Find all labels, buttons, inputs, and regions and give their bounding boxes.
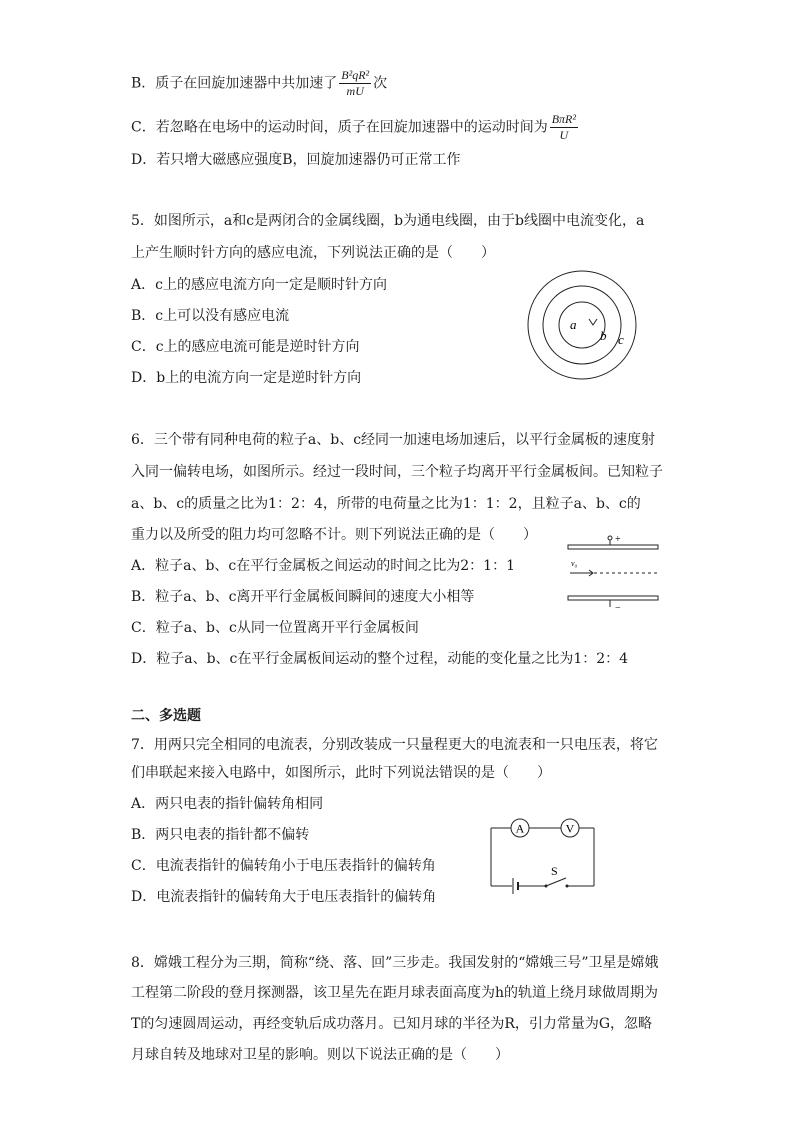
q7-option-a: A．两只电表的指针偏转角相同 [131,796,324,812]
v0-label: v₀ [571,559,578,568]
q7-option-d: D．电流表指针的偏转角大于电压表指针的偏转角 [131,889,437,905]
switch-label: S [551,864,558,878]
q7-stem-line2: 们串联起来接入电路中，如图所示，此时下列说法错误的是（ ） [131,765,551,781]
q4-option-b-fraction [339,68,371,99]
q4-option-b-fraction-denominator: mU [346,84,364,98]
label-c: c [618,332,624,347]
q4-option-c-fraction-denominator: U [559,128,569,142]
q8-stem-line4: 月球自转及地球对卫星的影响。则以下说法正确的是（ ） [131,1047,509,1063]
switch-blade-icon [546,878,566,886]
q6-option-d: D．粒子a、b、c在平行金属板间运动的整个过程，动能的变化量之比为1：2：4 [131,651,629,667]
q5-stem-line1: 5．如图所示，a和c是两闭合的金属线圈，b为通电线圈，由于b线圈中电流变化，a [131,213,645,229]
q4-option-d: D．若只增大磁感应强度B，回旋加速器仍可正常工作 [131,152,461,168]
q6-option-c: C．粒子a、b、c从同一位置离开平行金属板间 [131,620,419,636]
q5-option-a: A．c上的感应电流方向一定是顺时针方向 [131,277,387,293]
voltmeter-label: V [565,821,575,836]
q5-option-c: C．c上的感应电流可能是逆时针方向 [131,339,360,355]
ammeter-label: A [515,821,525,836]
q7-stem-line1: 7．用两只完全相同的电流表，分别改装成一只量程更大的电流表和一只电压表，将它 [131,737,658,753]
q8-stem-line3: T的匀速圆周运动，再经变轨后成功落月。已知月球的半径为R，引力常量为G，忽略 [131,1016,653,1032]
q5-stem-line2: 上产生顺时针方向的感应电流，下列说法正确的是（ ） [131,245,495,261]
plus-sign: + [615,534,621,545]
bottom-plate [568,596,658,600]
coil-b [543,286,621,364]
q5-coils-figure [520,262,650,392]
label-b: b [600,328,607,343]
coil-a [559,302,605,348]
minus-sign: − [615,603,621,614]
q4-option-b-fraction-numerator: B²qR² [341,68,370,82]
q8-stem-line1: 8．嫦娥工程分为三期，简称“绕、落、回”三步走。我国发射的“嫦娥三号”卫星是嫦娥 [131,955,659,971]
q7-circuit-figure [488,814,600,894]
q4-option-c-fraction [550,112,578,143]
q6-stem-line2: 入同一偏转电场，如图所示。经过一段时间，三个粒子均离开平行金属板间。已知粒子 [131,464,663,480]
q6-option-b: B．粒子a、b、c离开平行金属板间瞬间的速度大小相等 [131,589,475,605]
label-a: a [570,317,577,332]
q6-stem-line3: a、b、c的质量之比为1：2：4，所带的电荷量之比为1：1：2，且粒子a、b、c的 [131,496,641,512]
q4-option-c-prefix: C．若忽略在电场中的运动时间，质子在回旋加速器中的运动时间为 [131,119,548,136]
q7-option-c: C．电流表指针的偏转角小于电压表指针的偏转角 [131,858,436,874]
q7-option-b: B．两只电表的指针都不偏转 [131,827,310,843]
top-plate [568,545,658,549]
coil-c [528,271,636,379]
q4-option-c-fraction-numerator: BπR² [551,112,576,126]
q6-stem-line4: 重力以及所受的阻力均可忽略不计。则下列说法正确的是（ ） [131,527,537,543]
q5-option-d: D．b上的电流方向一定是逆时针方向 [131,370,362,386]
top-terminal [608,536,612,540]
section-title-multiple-choice: 二、多选题 [131,708,201,724]
q4-option-c [131,112,580,143]
q8-stem-line2: 工程第二阶段的登月探测器，该卫星先在距月球表面高度为h的轨道上绕月球做周期为 [131,985,659,1001]
q4-option-b-prefix: B．质子在回旋加速器中共加速了 [131,75,338,92]
q6-option-a: A．粒子a、b、c在平行金属板之间运动的时间之比为2：1：1 [131,558,515,574]
q5-option-b: B．c上可以没有感应电流 [131,308,290,324]
clockwise-arrow-icon [589,319,597,325]
q6-stem-line1: 6．三个带有同种电荷的粒子a、b、c经同一加速电场加速后，以平行金属板的速度射 [131,432,656,448]
q6-parallel-plates-figure [562,532,662,614]
q4-option-b [131,68,387,99]
q4-option-b-suffix: 次 [373,75,388,92]
